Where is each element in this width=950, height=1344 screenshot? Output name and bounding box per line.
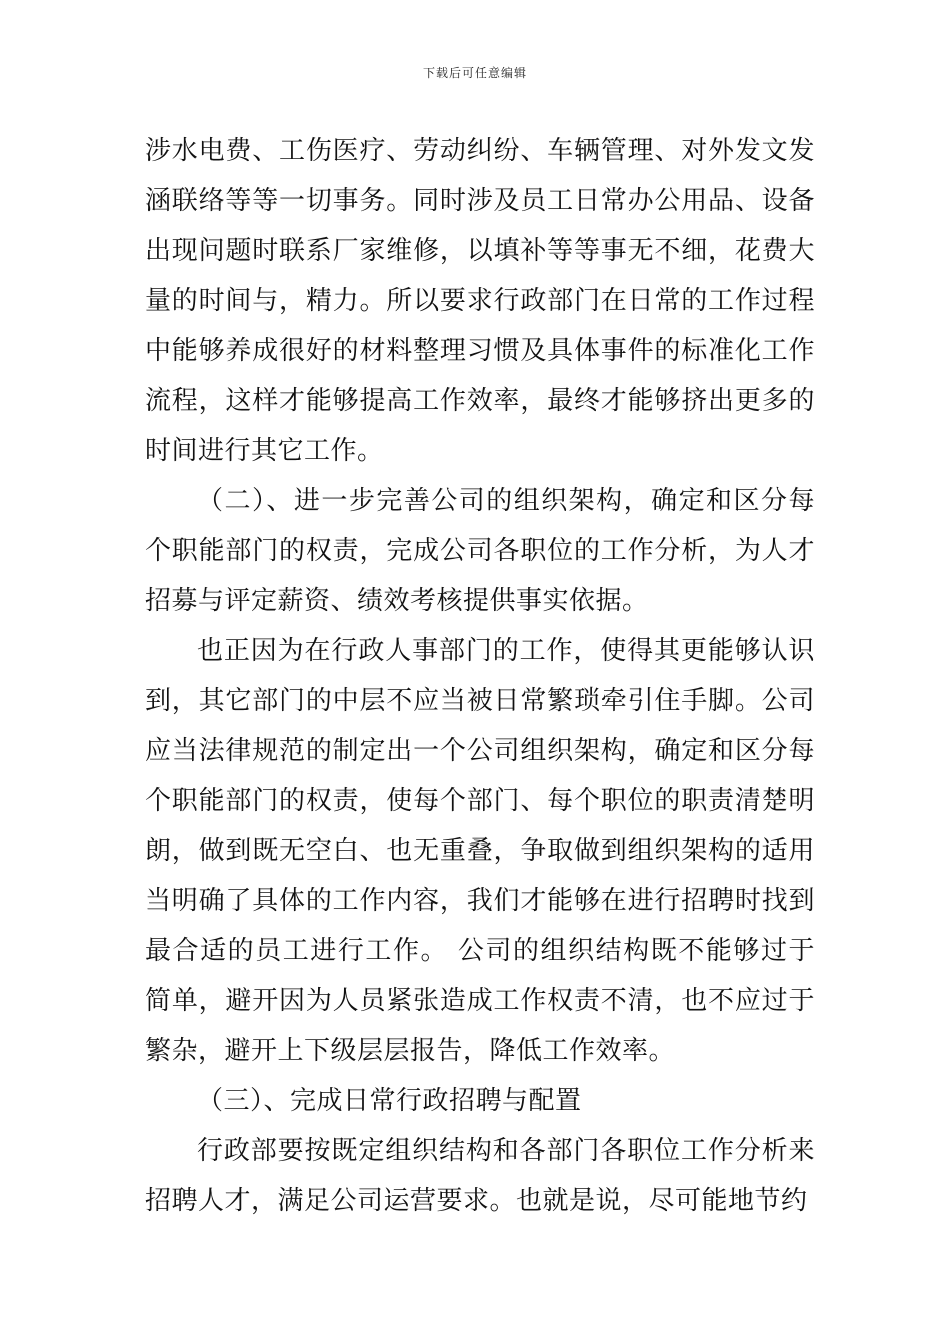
text-line: 当明确了具体的工作内容，我们才能够在进行招聘时找到 xyxy=(145,886,815,916)
paragraph-1 xyxy=(145,126,815,476)
text-line: 到，其它部门的中层不应当被日常繁琐牵引住手脚。公司 xyxy=(145,686,815,716)
text-line: 招募与评定薪资、绩效考核提供事实依据。 xyxy=(145,586,649,616)
text-line: 个职能部门的权责，完成公司各职位的工作分析，为人才 xyxy=(145,536,815,566)
text-line: 个职能部门的权责，使每个部门、每个职位的职责清楚明 xyxy=(145,786,815,816)
text-line: 时间进行其它工作。 xyxy=(145,436,384,466)
text-line: 应当法律规范的制定出一个公司组织架构，确定和区分每 xyxy=(145,736,815,766)
text-line: 招聘人才，满足公司运营要求。也就是说，尽可能地节约 xyxy=(145,1186,808,1216)
text-line: 中能够养成很好的材料整理习惯及具体事件的标准化工作 xyxy=(145,336,815,366)
text-line: 最合适的员工进行工作。 公司的组织结构既不能够过于简 xyxy=(145,936,815,1016)
text-line: 朗，做到既无空白、也无重叠，争取做到组织架构的适用 xyxy=(145,836,815,866)
text-line: 杂，避开上下级层层报告，降低工作效率。 xyxy=(171,1036,676,1066)
paragraph-5 xyxy=(145,1126,815,1226)
page-header: 下载后可任意编辑 xyxy=(422,66,527,80)
text-line: 单，避开因为人员紧张造成工作权责不清，也不应过于繁 xyxy=(145,986,815,1066)
paragraph-2 xyxy=(145,476,815,626)
text-line: 涵联络等等一切事务。同时涉及员工日常办公用品、设备 xyxy=(145,186,815,216)
text-line: 流程，这样才能够提高工作效率，最终才能够挤出更多的 xyxy=(145,386,815,416)
text-line: 行政部要按既定组织结构和各部门各职位工作分析来 xyxy=(197,1136,815,1166)
section-heading-3 xyxy=(145,1076,815,1126)
paragraph-3 xyxy=(145,626,815,1076)
text-line: （三）、完成日常行政招聘与配置 xyxy=(197,1086,582,1116)
document-body xyxy=(145,126,815,1226)
text-line: 出现问题时联系厂家维修，以填补等等事无不细，花费大 xyxy=(145,236,815,266)
text-line: 量的时间与，精力。所以要求行政部门在日常的工作过程 xyxy=(145,286,815,316)
text-line: 也正因为在行政人事部门的工作，使得其更能够认识 xyxy=(197,636,815,666)
text-line: （二）、进一步完善公司的组织架构，确定和区分每 xyxy=(197,486,815,516)
text-line: 涉水电费、工伤医疗、劳动纠纷、车辆管理、对外发文发 xyxy=(145,136,815,166)
